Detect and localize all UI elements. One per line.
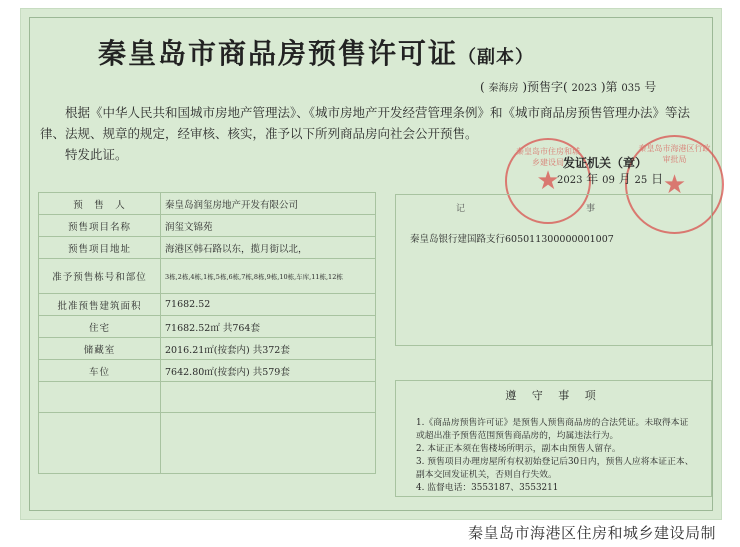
seal-stamp: 秦皇岛市海港区行政审批局 ★	[625, 135, 724, 234]
table-row: 准予预售栋号和部位 3栋,2栋,4栋,1栋,5栋,6栋,7栋,8栋,9栋,10栋,车库,11栋,12栋	[39, 259, 376, 294]
notes-title: 记 事	[455, 204, 651, 214]
permit-open: (	[480, 80, 485, 94]
title-main: 秦皇岛市商品房预售许可证	[98, 37, 459, 70]
table-row	[39, 413, 376, 474]
table-row: 预售项目地址 海港区韩石路以东，揽月街以北，	[39, 237, 376, 259]
rule-item: 2. 本证正本须在售楼场所明示，副本由预售人留存。	[416, 444, 621, 454]
seal-stamp: 秦皇岛市住房和城乡建设局 ★	[505, 138, 591, 224]
permit-number-value: 035	[621, 83, 641, 94]
permit-prefix: )预售字(	[522, 80, 568, 94]
permit-city: 秦海房	[488, 83, 519, 94]
permit-suffix: 号	[644, 80, 657, 94]
permit-year: 2023	[571, 83, 597, 94]
table-row: 预 售 人 秦皇岛润玺房地产开发有限公司	[39, 193, 376, 215]
title-subtitle: （副本）	[458, 47, 535, 68]
project-info-table	[38, 192, 376, 474]
rule-item: 3. 预售项目办理房屋所有权初始登记后30日内，预售人应将本证正本、副本交回发证机关，否则自行失效。	[416, 457, 694, 480]
body-line-3: 特发此证。	[65, 147, 128, 162]
permit-number	[480, 78, 656, 95]
notes-text: 秦皇岛银行建国路支行605011300000001007	[410, 234, 614, 245]
rules-list	[416, 417, 696, 495]
table-row: 预售项目名称 润玺文锦苑	[39, 215, 376, 237]
table-row: 住宅 71682.52㎡ 共764套	[39, 316, 376, 338]
table-row: 批准预售建筑面积 71682.52	[39, 294, 376, 316]
rules-box	[395, 380, 712, 497]
body-line-2: 律、法规、规章的规定，经审核、核实，准予以下所列商品房向社会公开预售。	[40, 126, 478, 141]
notes-box	[395, 194, 712, 346]
table-row	[39, 382, 376, 413]
rule-item: 1.《商品房预售许可证》是预售人预售商品房的合法凭证。未取得本证或超出准予预售范围预售商品房的，均属违法行为。	[416, 418, 689, 441]
issuer-label: 发证机关（章）	[563, 156, 648, 170]
body-line-1: 根据《中华人民共和国城市房地产管理法》、《城市房地产开发经营管理条例》和《城市商品房预售管理办法》等法	[65, 105, 691, 120]
table-row: 车位 7642.80㎡(按套内) 共579套	[39, 360, 376, 382]
issue-date: 2023 年 09 月 25 日	[557, 172, 664, 186]
rule-item: 4. 监督电话：3553187、3553211	[416, 483, 559, 493]
certificate-title	[98, 32, 534, 72]
issuing-authority-footer: 秦皇岛市海港区住房和城乡建设局制	[467, 524, 716, 542]
table-row: 储藏室 2016.21㎡(按套内) 共372套	[39, 338, 376, 360]
permit-mid: )第	[600, 80, 618, 94]
rules-title: 遵 守 事 项	[505, 389, 602, 402]
